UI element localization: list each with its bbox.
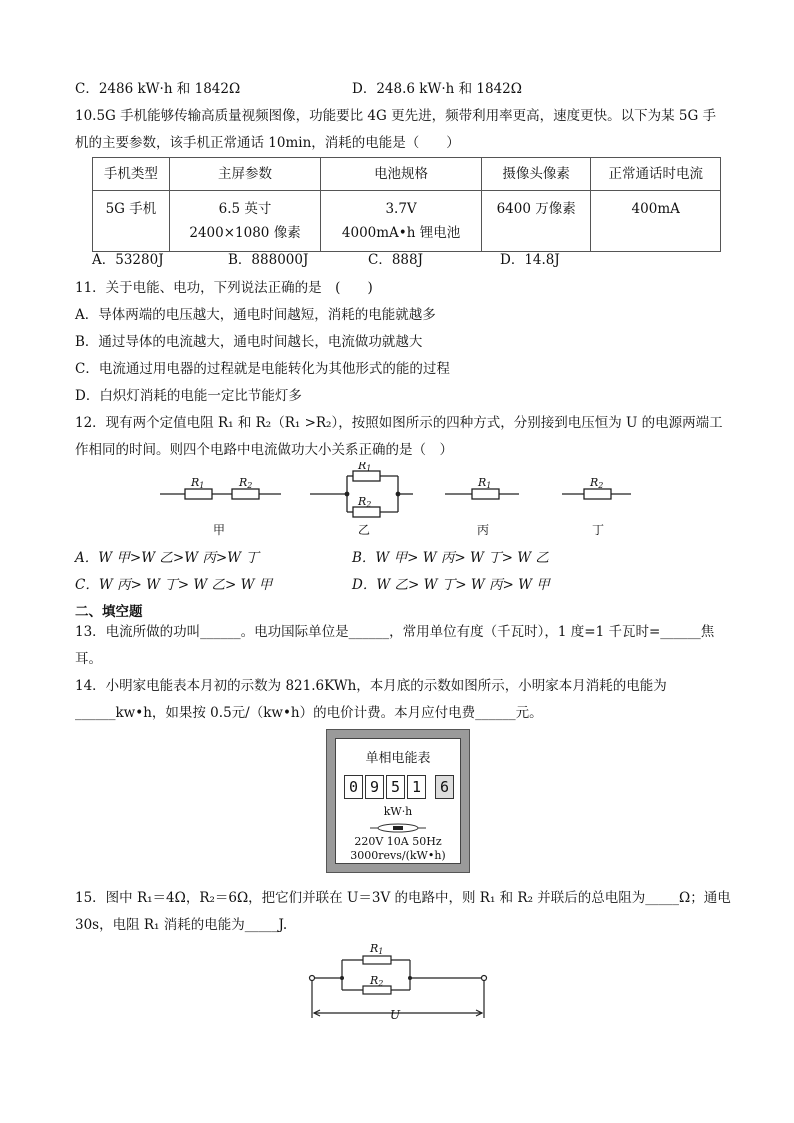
meter-title: 单相电能表: [365, 751, 431, 766]
table-cell-battery: [321, 191, 482, 252]
q13-line1: 13．电流所做的功叫______。电功国际单位是______，常用单位有度（千瓦时），1 度=1 千瓦时=______焦: [75, 624, 715, 640]
table-header-cell: 正常通话时电流: [591, 158, 721, 191]
section-title-fill-blank: 二、填空题: [75, 604, 143, 620]
meter-digit: 5: [386, 775, 405, 799]
circuit-label-yi: 乙: [358, 523, 371, 537]
electric-meter-figure: [326, 729, 470, 873]
q10-option-d: D．14.8J: [500, 252, 560, 268]
circuit-label-bing: 丙: [477, 523, 490, 537]
meter-digit: 9: [365, 775, 384, 799]
table-cell-screen: [169, 191, 320, 252]
q12-option-c: C．W 丙> W 丁> W 乙> W 甲: [75, 577, 273, 593]
meter-disc-icon: [368, 822, 428, 834]
meter-revs: 3000revs/(kW•h): [350, 849, 446, 862]
q10-stem-line2: 机的主要参数，该手机正常通话 10min，消耗的电能是（ ）: [75, 135, 460, 151]
battery-capacity: 4000mA•h 锂电池: [341, 225, 461, 241]
ding-r2-label: R2: [590, 476, 604, 490]
q15-r2-label: R2: [370, 974, 384, 988]
meter-face: [335, 738, 461, 864]
q15-r1-label: R1: [370, 942, 384, 956]
screen-size: 6.5 英寸: [218, 201, 272, 217]
q12-circuits-figure: [155, 462, 645, 540]
meter-digit-decimal: 6: [435, 775, 454, 799]
meter-unit: kW·h: [383, 805, 413, 818]
q11-option-c: C．电流通过用电器的过程就是电能转化为其他形式的能的过程: [75, 361, 450, 377]
table-header-cell: 主屏参数: [169, 158, 320, 191]
meter-digit: 1: [407, 775, 426, 799]
yi-r2-label: R2: [358, 495, 372, 509]
meter-spec: 220V 10A 50Hz: [354, 835, 442, 848]
q12-option-b: B．W 甲> W 丙> W 丁> W 乙: [352, 550, 549, 566]
table-row: [93, 191, 721, 252]
q10-option-c: C．888J: [368, 252, 424, 268]
table-header-cell: 电池规格: [321, 158, 482, 191]
q10-option-a: A．53280J: [92, 252, 164, 268]
q12-stem-line2: 作相同的时间。则四个电路中电流做功大小关系正确的是（ ）: [75, 442, 453, 458]
q12-stem-line1: 12．现有两个定值电阻 R₁ 和 R₂（R₁ >R₂），按照如图所示的四种方式，分别接到电压恒为 U 的电源两端工: [75, 415, 723, 431]
jia-r2-label: R2: [239, 476, 253, 490]
q11-option-b: B．通过导体的电流越大，通电时间越长，电流做功就越大: [75, 334, 423, 350]
jia-r1-label: R1: [191, 476, 205, 490]
q15-circuit-figure: [300, 938, 495, 1022]
circuit-label-jia: 甲: [213, 523, 226, 537]
q14-line2: ______kw•h，如果按 0.5元/（kw•h）的电价计费。本月应付电费______元。: [75, 705, 543, 721]
q10-option-b: B．888000J: [228, 252, 309, 268]
table-cell-camera: 6400 万像素: [481, 191, 591, 252]
q14-line1: 14．小明家电能表本月初的示数为 821.6KWh，本月底的示数如图所示，小明家本月消耗的电能为: [75, 678, 667, 694]
screen-resolution: 2400×1080 像素: [189, 225, 301, 241]
yi-r1-label: R1: [358, 462, 372, 473]
table-header-cell: 摄像头像素: [481, 158, 591, 191]
table-header-row: [93, 158, 721, 191]
q12-option-d: D．W 乙> W 丁> W 丙> W 甲: [352, 577, 550, 593]
q9-option-d: D．248.6 kW·h 和 1842Ω: [352, 81, 522, 97]
battery-voltage: 3.7V: [385, 201, 417, 217]
q9-option-c: C．2486 kW·h 和 1842Ω: [75, 81, 241, 97]
table-cell-current: 400mA: [591, 191, 721, 252]
q12-option-a: A．W 甲>W 乙>W 丙>W 丁: [75, 550, 259, 566]
table-header-cell: 手机类型: [93, 158, 170, 191]
q11-option-d: D．白炽灯消耗的电能一定比节能灯多: [75, 388, 302, 404]
q15-line1: 15．图中 R₁＝4Ω，R₂＝6Ω，把它们并联在 U＝3V 的电路中，则 R₁ 和 R₂ 并联后的总电阻为_____Ω；通电: [75, 890, 731, 906]
q11-stem: 11．关于电能、电功，下列说法正确的是 ( ): [75, 280, 373, 296]
table-cell-type: 5G 手机: [93, 191, 170, 252]
q11-option-a: A．导体两端的电压越大，通电时间越短，消耗的电能就越多: [75, 307, 436, 323]
q10-stem-line1: 10.5G 手机能够传输高质量视频图像，功能要比 4G 更先进，频带利用率更高，速度更快。以下为某 5G 手: [75, 108, 717, 124]
q13-line2: 耳。: [75, 651, 102, 667]
q15-u-label: U: [390, 1008, 401, 1022]
q15-line2: 30s，电阻 R₁ 消耗的电能为_____J.: [75, 917, 288, 933]
circuit-label-ding: 丁: [592, 523, 605, 537]
phone-params-table: [92, 157, 721, 252]
bing-r1-label: R1: [478, 476, 492, 490]
meter-digit: 0: [344, 775, 363, 799]
